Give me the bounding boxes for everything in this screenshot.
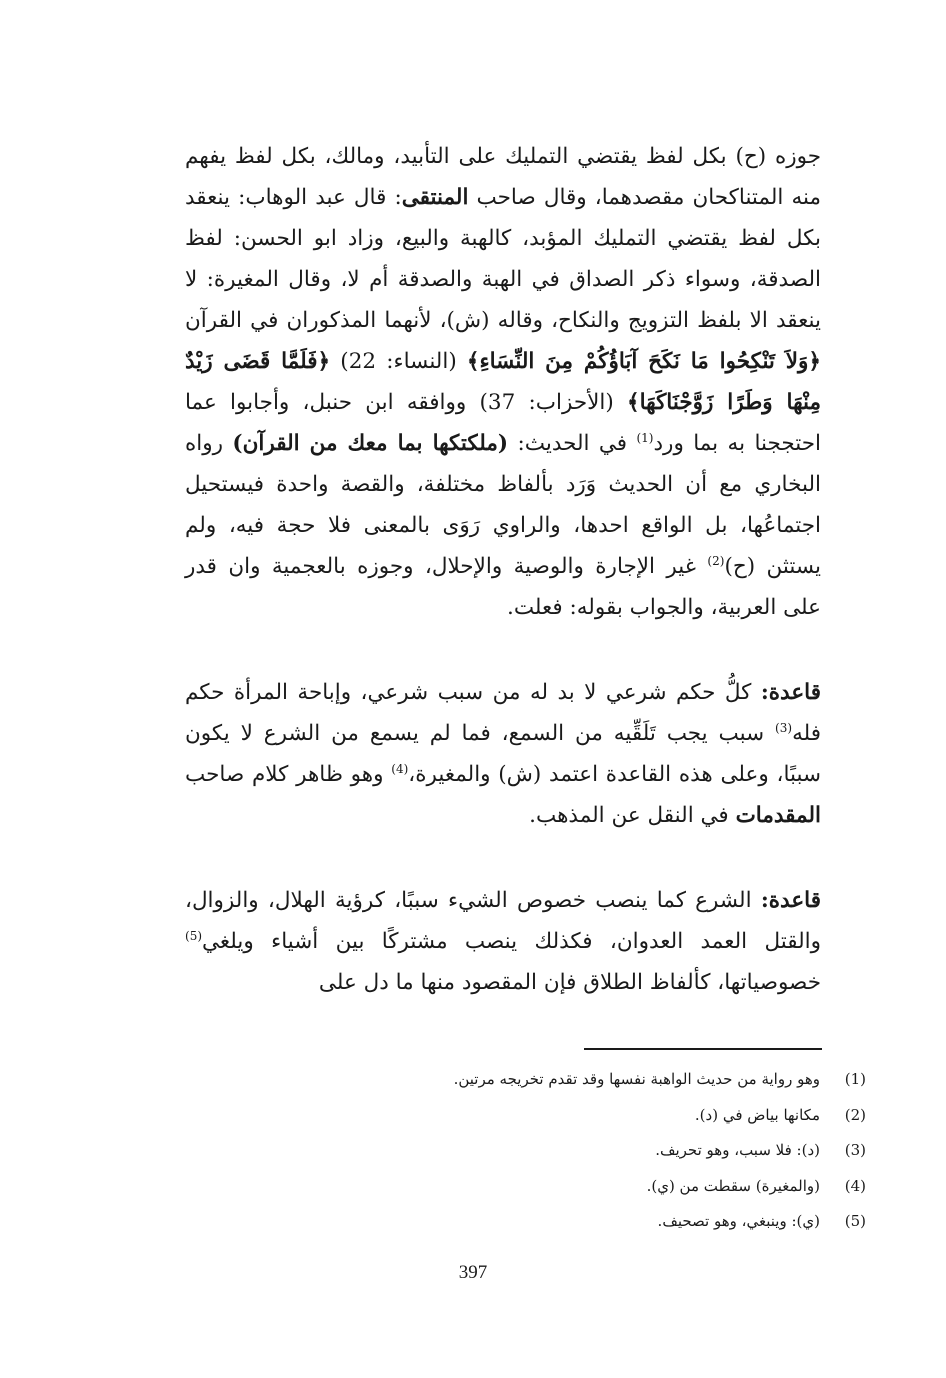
footnote-item bbox=[185, 1133, 866, 1169]
page-number: 397 bbox=[458, 1262, 488, 1283]
footnote-number: (1) bbox=[844, 1070, 866, 1088]
paragraph-2 bbox=[185, 672, 821, 836]
text-run: وهو ظاهر كلام صاحب bbox=[185, 762, 392, 787]
text-run: كلُّ حكم شرعي لا بد له من سبب شرعي، وإباحة المرأة حكم فله bbox=[185, 680, 821, 746]
paragraph-3 bbox=[185, 880, 821, 1003]
emphasized-text: قاعدة: bbox=[760, 680, 821, 705]
emphasized-text: المنتقى bbox=[401, 185, 469, 210]
footnote-reference: (1) bbox=[636, 430, 654, 445]
footnote-number: (3) bbox=[844, 1141, 866, 1159]
text-run: : قال عبد الوهاب: ينعقد بكل لفظ يقتضي التمليك المؤبد، كالهبة والبيع، وزاد ابو الحسن: لفظ الصدقة، وسواء ذكر الصداق في الهبة والصدقة أم لا، وقال المغيرة: لا ينعقد الا بلفظ التزويج والنكاح، وقاله (ش)، لأنهما المذكوران في القرآن bbox=[185, 185, 821, 333]
text-run: خصوصياتها، كألفاظ الطلاق فإن المقصود منها ما دل على bbox=[318, 970, 821, 995]
main-text bbox=[185, 136, 821, 1003]
footnote-text: (والمغيرة) سقطت من (ي). bbox=[646, 1176, 820, 1195]
paragraph-1 bbox=[185, 136, 821, 628]
footnote-text: (د): فلا سبب، وهو تحريف. bbox=[655, 1141, 820, 1159]
footnote-item bbox=[185, 1062, 866, 1098]
text-run: (النساء: 22) bbox=[330, 349, 467, 374]
footnote-item bbox=[185, 1169, 866, 1205]
footnote-divider bbox=[584, 1048, 822, 1050]
footnote-text: مكانها بياض في (د). bbox=[694, 1105, 820, 1124]
text-run: الشرع كما ينصب خصوص الشيء سببًا، كرؤية الهلال، والزوال، والقتل العمد العدوان، فكذلك ينصب مشتركًا بين أشياء ويلغي bbox=[185, 888, 821, 954]
emphasized-text: قاعدة: bbox=[760, 888, 821, 913]
footnote-number: (2) bbox=[844, 1105, 866, 1124]
emphasized-text: (ملكتكها بما معك من القرآن) bbox=[232, 431, 509, 456]
text-run: غير الإجارة والوصية والإحلال، وجوزه بالعجمية وان قدر على العربية، والجواب بقوله: فعلت. bbox=[185, 554, 821, 620]
footnote-reference: (4) bbox=[391, 761, 409, 776]
text-run: جوزه (ح) بكل لفظ يقتضي التمليك على التأبيد، ومالك، بكل لفظ يفهم منه المتناكحان مقصدهما، وقال صاحب bbox=[185, 144, 822, 210]
footnote-number: (5) bbox=[844, 1212, 866, 1230]
emphasized-text: المقدمات bbox=[735, 803, 821, 828]
text-run: رواه البخاري مع أن الحديث وَرَد بألفاظ مختلفة، والقصة واحدة فيستحيل اجتماعُها، بل الواقع احدها، والراوي رَوَى بالمعنى فلا حجة فيه، ولم يستثن (ح) bbox=[185, 431, 821, 579]
text-run: في الحديث: bbox=[508, 431, 637, 456]
text-run: في النقل عن المذهب. bbox=[529, 803, 736, 828]
footnote-reference: (5) bbox=[185, 928, 203, 943]
footnote-item bbox=[185, 1098, 866, 1134]
footnote-text: (ي): وينبغي، وهو تصحيف. bbox=[657, 1212, 820, 1230]
footnote-number: (4) bbox=[844, 1176, 866, 1195]
footnote-reference: (3) bbox=[775, 720, 793, 735]
text-run: (الأحزاب: 37) ووافقه ابن حنبل، وأجابوا عما احتججنا به بما ورد bbox=[185, 390, 821, 456]
text-run: سبب يجب تَلَقِّيه من السمع، فما لم يسمع من الشرع لا يكون سببًا، وعلى هذه القاعدة اعتمد (ش) والمغيرة، bbox=[185, 721, 821, 787]
footnotes bbox=[185, 1062, 866, 1240]
footnote-item bbox=[185, 1204, 866, 1240]
footnote-reference: (2) bbox=[707, 553, 725, 568]
footnote-text: وهو رواية من حديث الواهبة نفسها وقد تقدم تخريجه مرتين. bbox=[453, 1070, 820, 1088]
emphasized-text: ﴿فَلَمَّا قَضَى زَيْدٌ مِنْهَا وَطَرًا زَوَّجْنَاكَهَا﴾ bbox=[185, 349, 821, 415]
emphasized-text: ﴿وَلاَ تَنْكِحُوا مَا نَكَحَ آبَاؤُكُمْ مِنَ النِّسَاءِ﴾ bbox=[466, 349, 821, 374]
